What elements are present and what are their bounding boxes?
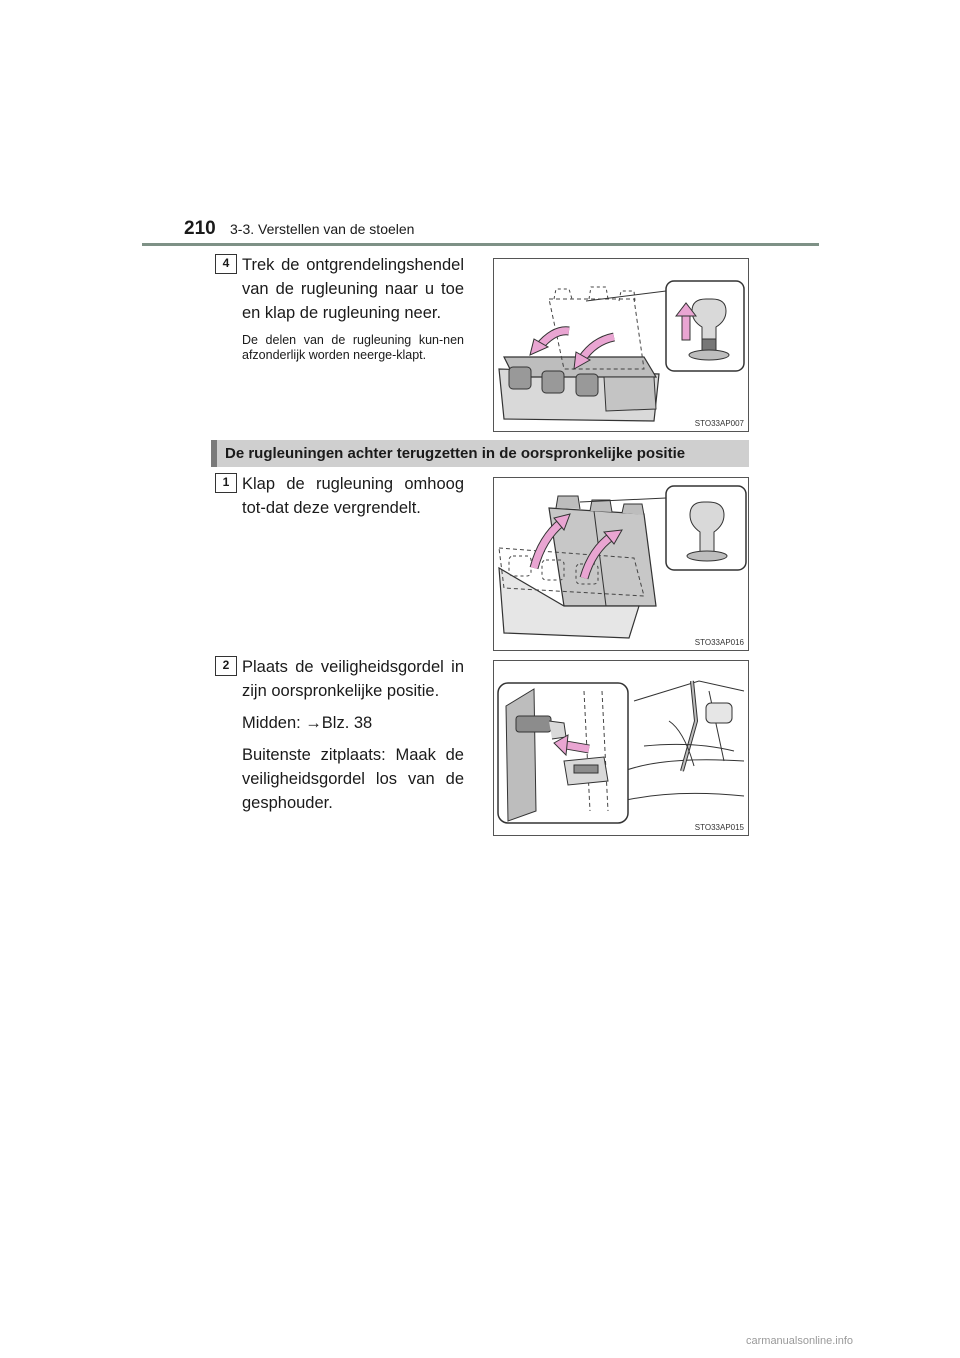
- section-banner: De rugleuningen achter terugzetten in de oorspronkelijke positie: [211, 440, 749, 467]
- watermark: carmanualsonline.info: [746, 1335, 854, 1347]
- figure-fold-seat: [493, 258, 749, 432]
- restore-step-2-text: [242, 655, 464, 823]
- restore-step-2-paragraph-1: Plaats de veiligheidsgordel in zijn oorspronkelijke positie.: [242, 658, 464, 700]
- step-badge-4: 4: [215, 254, 237, 274]
- figure-raise-seat: [493, 477, 749, 651]
- figure-seatbelt: [493, 660, 749, 836]
- restore-step-2-paragraph-3: Buitenste zitplaats: Maak de veiligheidsgordel los van de gesphouder.: [242, 746, 464, 812]
- header-rule: [142, 243, 819, 246]
- section-title: 3-3. Verstellen van de stoelen: [230, 221, 415, 237]
- step-badge-1: 1: [215, 473, 237, 493]
- figure-code: STO33AP016: [694, 638, 744, 647]
- step-badge-2: 2: [215, 656, 237, 676]
- step-4-text: [242, 253, 464, 333]
- figure-code: STO33AP007: [694, 419, 744, 428]
- figure-code: STO33AP015: [694, 823, 744, 832]
- restore-step-1-paragraph: Klap de rugleuning omhoog tot-dat deze vergrendelt.: [242, 475, 464, 517]
- step-4-note: De delen van de rugleuning kun-nen afzonderlijk worden neerge-klapt.: [242, 333, 464, 362]
- restore-step-2-paragraph-2: Midden: →Blz. 38: [242, 714, 373, 732]
- restore-step-1-text: [242, 472, 464, 528]
- step-4-paragraph: Trek de ontgrendelingshendel van de rugleuning naar u toe en klap de rugleuning neer.: [242, 256, 464, 322]
- page-number: 210: [184, 218, 216, 239]
